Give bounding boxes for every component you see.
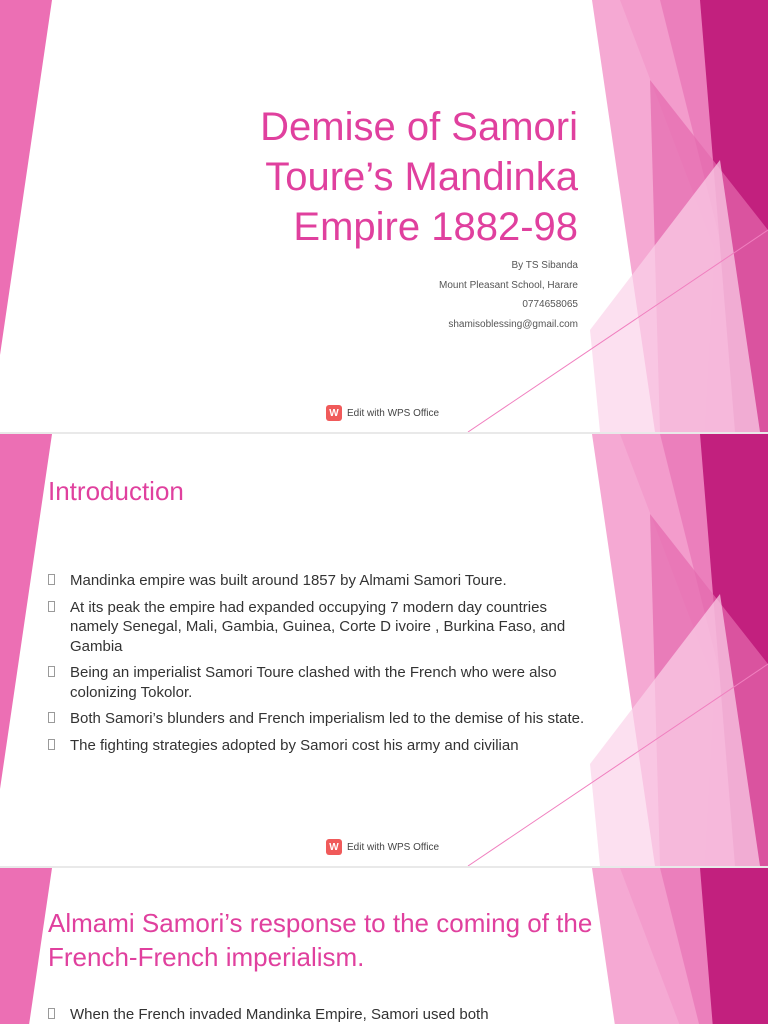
bullet-text: Being an imperialist Samori Toure clashed with the French who were also colonizing Tokolor.: [70, 664, 557, 701]
author-line: By TS Sibanda: [511, 260, 578, 271]
wps-label: Edit with WPS Office: [347, 407, 440, 419]
edit-with-wps-button[interactable]: [326, 405, 439, 421]
wps-logo-icon: W: [326, 405, 342, 421]
bullet-list: [48, 571, 588, 762]
bullet-icon: [48, 601, 55, 612]
edit-with-wps-button[interactable]: [326, 839, 439, 855]
bullet-text: Mandinka empire was built around 1857 by Almami Samori Toure.: [70, 572, 507, 589]
list-item: [48, 709, 588, 729]
author-info: [258, 256, 578, 334]
phone-line: 0774658065: [522, 299, 578, 310]
list-item: [48, 1005, 588, 1024]
bullet-text: At its peak the empire had expanded occupying 7 modern day countries namely Senegal, Mali, Gambia, Guinea, Corte D ivoire , Burkina Faso, and Gambia: [70, 598, 566, 655]
bullet-icon: [48, 1008, 55, 1019]
school-line: Mount Pleasant School, Harare: [439, 279, 578, 291]
bullet-text: The fighting strategies adopted by Samori cost his army and civilian: [70, 736, 519, 754]
slide-title: Demise of Samori Toure’s Mandinka Empire 1882-98: [260, 105, 578, 249]
wps-label: Edit with WPS Office: [347, 841, 440, 853]
list-item: [48, 598, 588, 657]
introduction-slide: [0, 434, 768, 866]
slide-heading: Introduction: [48, 476, 184, 506]
bullet-icon: [48, 574, 55, 585]
wps-logo-icon: W: [326, 839, 342, 855]
bullet-text: Both Samori’s blunders and French imperialism led to the demise of his state.: [70, 710, 585, 727]
bullet-icon: [48, 739, 55, 750]
list-item: [48, 663, 588, 702]
list-item: [48, 571, 588, 591]
response-slide: [0, 868, 768, 1024]
bullet-list: [48, 1005, 588, 1024]
bullet-text: When the French invaded Mandinka Empire, Samori used both: [70, 1006, 489, 1023]
bullet-icon: [48, 712, 55, 723]
email-line: shamisoblessing@gmail.com: [448, 318, 578, 330]
bullet-icon: [48, 666, 55, 677]
title-slide: [0, 0, 768, 432]
list-item: [48, 736, 588, 756]
slide-heading: Almami Samori’s response to the coming of the French-French imperialism.: [48, 908, 593, 972]
